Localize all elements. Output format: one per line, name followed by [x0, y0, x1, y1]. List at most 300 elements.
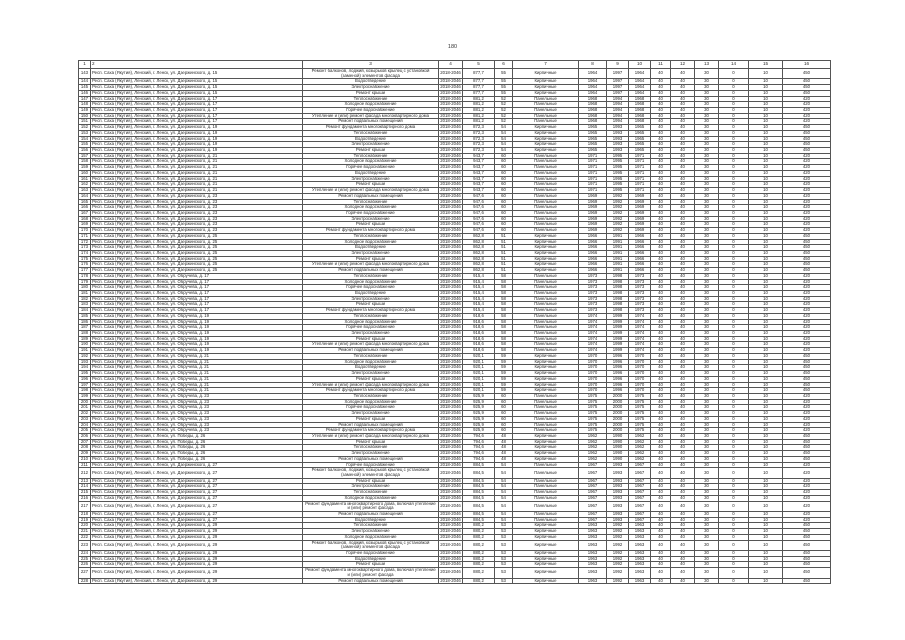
table-cell-col-10: 1970	[629, 359, 651, 365]
table-cell-col-8: 1968	[579, 113, 607, 119]
table-cell-col-9: 1998	[607, 285, 629, 291]
table-cell-col-2: Респ. Саха (Якутия), Ленский, г. Ленск, ул. Победы, д. 26	[91, 433, 303, 439]
table-cell-col-14: 0	[719, 188, 749, 194]
table-cell-col-1: 218	[79, 511, 91, 517]
table-cell-col-2: Респ. Саха (Якутия), Ленский, г. Ленск, ул. Обручева, д. 21	[91, 359, 303, 365]
table-cell-col-6: 54	[495, 130, 513, 136]
table-cell-col-15: 10	[749, 478, 783, 484]
table-cell-col-12: 40	[671, 501, 695, 511]
table-cell-col-3: Электроснабжение	[303, 411, 439, 417]
table-cell-col-9: 2000	[607, 416, 629, 422]
table-cell-col-4: 2018-2046	[440, 410, 461, 416]
table-cell-col-2: Респ. Саха (Якутия), Ленский, г. Ленск, ул. Дзержинского, д. 21	[91, 165, 303, 171]
table-cell-col-6: 52	[495, 96, 513, 102]
table-cell-col-15: 10	[749, 228, 783, 234]
table-cell-col-10: 1965	[629, 148, 651, 154]
table-cell-col-15: 10	[749, 285, 783, 291]
table-cell-col-1: 206	[79, 433, 91, 439]
table-cell-col-12: 40	[671, 90, 695, 96]
table-cell-col-15: 10	[749, 517, 783, 523]
table-cell-col-8: 1967	[579, 517, 607, 523]
table-cell-col-12: 40	[671, 296, 695, 302]
table-cell-col-5: 920,1	[463, 376, 495, 382]
table-cell-col-6: 53	[495, 562, 513, 568]
table-cell-col-3: Ремонт балконов, лоджий, козырьков крылец с установкой (заменой) элементов фасада	[303, 69, 439, 79]
table-cell-col-13: 30	[695, 556, 719, 562]
table-cell-col-5: 794,6	[463, 451, 495, 457]
table-cell-col-7: Панельные	[513, 462, 579, 468]
table-cell-col-5: 872,3	[463, 125, 495, 131]
table-cell-col-5: 918,6	[463, 319, 495, 325]
table-cell-col-5: 880,2	[463, 550, 495, 556]
table-cell-col-12: 40	[671, 79, 695, 85]
table-cell-col-9: 1992	[607, 210, 629, 216]
table-cell-col-3: Электроснабжение	[303, 296, 439, 302]
table-cell-col-4: 2018-2046	[440, 561, 461, 567]
table-cell-col-15: 10	[749, 176, 783, 182]
table-cell-col-13: 30	[695, 199, 719, 205]
table-cell-col-7: Кирпичные	[513, 268, 579, 274]
table-cell-col-11: 40	[651, 285, 671, 291]
table-cell-col-15: 10	[749, 233, 783, 239]
table-cell-col-5: 880,2	[463, 562, 495, 568]
table-cell-col-3: Горячее водоснабжение	[303, 285, 439, 291]
table-cell-col-11: 40	[651, 176, 671, 182]
table-cell-col-9: 1995	[607, 182, 629, 188]
table-cell-col-3: Холодное водоснабжение	[303, 399, 439, 405]
table-cell-col-16: 420	[783, 119, 831, 125]
table-cell-col-8: 1967	[579, 468, 607, 478]
table-cell-col-11: 40	[651, 256, 671, 262]
table-cell-col-1: 183	[79, 302, 91, 308]
table-cell-col-1: 157	[79, 153, 91, 159]
table-cell-col-7: Кирпичные	[513, 245, 579, 251]
table-cell-col-11: 40	[651, 325, 671, 331]
table-cell-col-15: 10	[749, 451, 783, 457]
table-cell-col-4: 2018-2046	[440, 399, 461, 404]
table-cell-col-7: Панельные	[513, 342, 579, 348]
table-cell-col-4: 2018-2046	[440, 522, 461, 528]
table-cell-col-13: 30	[695, 416, 719, 422]
table-cell-col-13: 30	[695, 534, 719, 540]
table-cell-col-9: 1993	[607, 125, 629, 131]
table-cell-col-8: 1962	[579, 445, 607, 451]
table-cell-col-11: 40	[651, 96, 671, 102]
table-cell-col-10: 1967	[629, 478, 651, 484]
table-cell-col-3: Электроснабжение	[303, 331, 439, 337]
table-row	[79, 69, 831, 79]
table-cell-col-13: 30	[695, 462, 719, 468]
table-cell-col-13: 30	[695, 478, 719, 484]
table-cell-col-7: Панельные	[513, 296, 579, 302]
table-cell-col-10: 1963	[629, 550, 651, 556]
table-cell-col-16: 450	[783, 85, 831, 91]
table-cell-col-1: 201	[79, 405, 91, 411]
table-cell-col-8: 1969	[579, 199, 607, 205]
table-cell-col-15: 10	[749, 296, 783, 302]
table-cell-col-1: 159	[79, 165, 91, 171]
table-cell-col-6: 60	[495, 416, 513, 422]
table-cell-col-6: 51	[495, 233, 513, 239]
table-cell-col-6: 53	[495, 568, 513, 578]
table-cell-col-4: 2018-2046	[440, 330, 461, 336]
table-cell-col-16: 420	[783, 222, 831, 228]
table-cell-col-2: Респ. Саха (Якутия), Ленский, г. Ленск, ул. Обручева, д. 19	[91, 336, 303, 342]
table-cell-col-14: 0	[719, 193, 749, 199]
table-cell-col-4: 2018-2046	[440, 256, 461, 261]
table-cell-col-11: 40	[651, 239, 671, 245]
table-cell-col-11: 40	[651, 416, 671, 422]
table-cell-col-11: 40	[651, 393, 671, 399]
table-cell-col-10: 1969	[629, 216, 651, 222]
table-cell-col-13: 30	[695, 90, 719, 96]
table-cell-col-10: 1966	[629, 233, 651, 239]
table-cell-col-11: 40	[651, 273, 671, 279]
table-cell-col-14: 0	[719, 376, 749, 382]
table-cell-col-2: Респ. Саха (Якутия), Ленский, г. Ленск, ул. Дзержинского, д. 19	[91, 142, 303, 148]
table-cell-col-9: 1996	[607, 376, 629, 382]
table-cell-col-6: 54	[495, 484, 513, 490]
table-cell-col-1: 213	[79, 478, 91, 484]
table-cell-col-7: Панельные	[513, 331, 579, 337]
table-cell-col-5: 884,5	[463, 490, 495, 496]
table-cell-col-8: 1969	[579, 228, 607, 234]
table-cell-col-12: 40	[671, 490, 695, 496]
table-cell-col-1: 195	[79, 371, 91, 377]
table-cell-col-10: 1964	[629, 85, 651, 91]
table-cell-col-16: 420	[783, 399, 831, 405]
table-cell-col-9: 1997	[607, 90, 629, 96]
table-cell-col-2: Респ. Саха (Якутия), Ленский, г. Ленск, ул. Дзержинского, д. 17	[91, 96, 303, 102]
table-cell-col-5: 943,7	[463, 170, 495, 176]
table-cell-col-3: Ремонт крыши	[303, 562, 439, 568]
column-number-header: 8	[579, 61, 607, 69]
table-cell-col-15: 10	[749, 188, 783, 194]
table-cell-col-6: 53	[495, 578, 513, 584]
table-cell-col-12: 40	[671, 193, 695, 199]
table-cell-col-15: 10	[749, 495, 783, 501]
table-cell-col-12: 40	[671, 578, 695, 584]
table-cell-col-12: 40	[671, 170, 695, 176]
table-cell-col-15: 10	[749, 262, 783, 268]
table-cell-col-2: Респ. Саха (Якутия), Ленский, г. Ленск, ул. Обручева, д. 21	[91, 371, 303, 377]
table-cell-col-5: 925,9	[463, 428, 495, 434]
table-cell-col-2: Респ. Саха (Якутия), Ленский, г. Ленск, ул. Обручева, д. 23	[91, 399, 303, 405]
table-cell-col-2: Респ. Саха (Якутия), Ленский, г. Ленск, ул. Дзержинского, д. 23	[91, 228, 303, 234]
table-cell-col-11: 40	[651, 382, 671, 388]
table-cell-col-14: 0	[719, 523, 749, 529]
table-cell-col-8: 1975	[579, 393, 607, 399]
table-cell-col-14: 0	[719, 102, 749, 108]
table-cell-col-10: 1974	[629, 336, 651, 342]
table-cell-col-12: 40	[671, 165, 695, 171]
table-cell-col-13: 30	[695, 399, 719, 405]
table-cell-col-16: 450	[783, 562, 831, 568]
table-cell-col-2: Респ. Саха (Якутия), Ленский, г. Ленск, ул. Обручева, д. 19	[91, 331, 303, 337]
table-cell-col-2: Респ. Саха (Якутия), Ленский, г. Ленск, ул. Обручева, д. 23	[91, 393, 303, 399]
table-cell-col-12: 40	[671, 393, 695, 399]
table-cell-col-6: 48	[495, 445, 513, 451]
table-cell-col-13: 30	[695, 279, 719, 285]
table-cell-col-6: 51	[495, 256, 513, 262]
table-cell-col-9: 1996	[607, 365, 629, 371]
table-cell-col-13: 30	[695, 517, 719, 523]
table-cell-col-10: 1969	[629, 205, 651, 211]
table-cell-col-14: 0	[719, 428, 749, 434]
table-cell-col-1: 154	[79, 136, 91, 142]
table-cell-col-12: 40	[671, 439, 695, 445]
table-cell-col-6: 52	[495, 102, 513, 108]
table-cell-col-12: 40	[671, 331, 695, 337]
table-cell-col-13: 30	[695, 159, 719, 165]
table-cell-col-16: 420	[783, 102, 831, 108]
table-cell-col-2: Респ. Саха (Якутия), Ленский, г. Ленск, ул. Дзержинского, д. 29	[91, 523, 303, 529]
table-cell-col-13: 30	[695, 268, 719, 274]
table-cell-col-2: Респ. Саха (Якутия), Ленский, г. Ленск, ул. Победы, д. 26	[91, 445, 303, 451]
table-cell-col-5: 943,7	[463, 176, 495, 182]
table-cell-col-12: 40	[671, 348, 695, 354]
table-cell-col-16: 450	[783, 445, 831, 451]
table-cell-col-5: 880,2	[463, 578, 495, 584]
table-cell-col-7: Панельные	[513, 176, 579, 182]
table-cell-col-12: 40	[671, 405, 695, 411]
table-cell-col-4: 2018-2046	[440, 517, 461, 522]
table-cell-col-9: 1993	[607, 468, 629, 478]
table-cell-col-11: 40	[651, 422, 671, 428]
table-cell-col-1: 161	[79, 176, 91, 182]
table-cell-col-2: Респ. Саха (Якутия), Ленский, г. Ленск, ул. Обручева, д. 19	[91, 319, 303, 325]
table-cell-col-11: 40	[651, 405, 671, 411]
table-cell-col-3: Ремонт фундамента многоквартирного дома	[303, 388, 439, 394]
table-cell-col-2: Респ. Саха (Якутия), Ленский, г. Ленск, ул. Дзержинского, д. 15	[91, 90, 303, 96]
table-cell-col-14: 0	[719, 148, 749, 154]
table-cell-col-1: 214	[79, 484, 91, 490]
table-cell-col-11: 40	[651, 165, 671, 171]
table-cell-col-15: 10	[749, 529, 783, 535]
table-cell-col-9: 1998	[607, 291, 629, 297]
table-cell-col-11: 40	[651, 119, 671, 125]
table-cell-col-9: 1997	[607, 79, 629, 85]
table-cell-col-6: 58	[495, 331, 513, 337]
table-cell-col-11: 40	[651, 268, 671, 274]
table-cell-col-6: 54	[495, 478, 513, 484]
table-cell-col-7: Панельные	[513, 478, 579, 484]
table-cell-col-15: 10	[749, 445, 783, 451]
table-cell-col-1: 219	[79, 517, 91, 523]
table-cell-col-1: 187	[79, 325, 91, 331]
table-cell-col-14: 0	[719, 534, 749, 540]
table-cell-col-4: 2018-2046	[440, 136, 461, 141]
table-cell-col-2: Респ. Саха (Якутия), Ленский, г. Ленск, ул. Дзержинского, д. 29	[91, 562, 303, 568]
table-cell-col-2: Респ. Саха (Якутия), Ленский, г. Ленск, ул. Обручева, д. 17	[91, 273, 303, 279]
table-cell-col-4: 2018-2046	[440, 450, 461, 456]
table-cell-col-7: Панельные	[513, 96, 579, 102]
table-cell-col-2: Респ. Саха (Якутия), Ленский, г. Ленск, ул. Обручева, д. 17	[91, 285, 303, 291]
table-cell-col-3: Электроснабжение	[303, 484, 439, 490]
table-cell-col-3: Водоотведение	[303, 556, 439, 562]
table-cell-col-12: 40	[671, 153, 695, 159]
table-cell-col-1: 209	[79, 451, 91, 457]
table-cell-col-12: 40	[671, 416, 695, 422]
table-cell-col-10: 1969	[629, 228, 651, 234]
table-cell-col-16: 420	[783, 393, 831, 399]
table-cell-col-12: 40	[671, 382, 695, 388]
table-cell-col-4: 2018-2046	[440, 404, 461, 410]
table-cell-col-1: 192	[79, 353, 91, 359]
table-row	[79, 578, 831, 584]
table-cell-col-14: 0	[719, 69, 749, 79]
column-number-header: 7	[513, 61, 579, 69]
column-number-header: 13	[695, 61, 719, 69]
table-cell-col-13: 30	[695, 540, 719, 550]
table-cell-col-5: 915,4	[463, 308, 495, 314]
table-cell-col-9: 1995	[607, 176, 629, 182]
table-cell-col-10: 1973	[629, 308, 651, 314]
table-cell-col-7: Кирпичные	[513, 376, 579, 382]
table-cell-col-14: 0	[719, 336, 749, 342]
table-cell-col-15: 10	[749, 291, 783, 297]
table-cell-col-14: 0	[719, 371, 749, 377]
table-cell-col-13: 30	[695, 342, 719, 348]
table-cell-col-3: Водоотведение	[303, 291, 439, 297]
table-cell-col-3: Электроснабжение	[303, 216, 439, 222]
table-cell-col-9: 1992	[607, 568, 629, 578]
table-cell-col-14: 0	[719, 495, 749, 501]
table-cell-col-8: 1970	[579, 353, 607, 359]
table-cell-col-11: 40	[651, 445, 671, 451]
table-cell-col-16: 420	[783, 462, 831, 468]
table-cell-col-15: 10	[749, 79, 783, 85]
table-cell-col-11: 40	[651, 484, 671, 490]
table-cell-col-10: 1964	[629, 90, 651, 96]
table-cell-col-14: 0	[719, 468, 749, 478]
table-cell-col-1: 224	[79, 550, 91, 556]
table-cell-col-12: 40	[671, 388, 695, 394]
table-cell-col-3: Теплоснабжение	[303, 233, 439, 239]
table-cell-col-11: 40	[651, 336, 671, 342]
table-cell-col-2: Респ. Саха (Якутия), Ленский, г. Ленск, ул. Дзержинского, д. 25	[91, 239, 303, 245]
table-cell-col-11: 40	[651, 188, 671, 194]
table-cell-col-6: 60	[495, 176, 513, 182]
table-cell-col-4: 2018-2046	[440, 147, 461, 153]
table-cell-col-3: Утепление и (или) ремонт фасада многоквартирного дома	[303, 382, 439, 388]
table-cell-col-9: 1998	[607, 308, 629, 314]
table-cell-col-10: 1968	[629, 108, 651, 114]
table-cell-col-4: 2018-2046	[439, 69, 463, 79]
table-cell-col-9: 1990	[607, 439, 629, 445]
table-cell-col-9: 1992	[607, 562, 629, 568]
table-cell-col-2: Респ. Саха (Якутия), Ленский, г. Ленск, ул. Обручева, д. 17	[91, 279, 303, 285]
table-cell-col-13: 30	[695, 495, 719, 501]
table-cell-col-13: 30	[695, 188, 719, 194]
table-cell-col-10: 1973	[629, 291, 651, 297]
table-cell-col-5: 862,8	[463, 250, 495, 256]
column-number-header: 15	[749, 61, 783, 69]
table-cell-col-13: 30	[695, 102, 719, 108]
table-cell-col-1: 179	[79, 279, 91, 285]
table-cell-col-5: 877,7	[463, 79, 495, 85]
table-cell-col-1: 173	[79, 245, 91, 251]
table-cell-col-13: 30	[695, 313, 719, 319]
table-cell-col-2: Респ. Саха (Якутия), Ленский, г. Ленск, ул. Обручева, д. 21	[91, 353, 303, 359]
table-cell-col-6: 58	[495, 319, 513, 325]
table-cell-col-12: 40	[671, 529, 695, 535]
table-cell-col-1: 199	[79, 393, 91, 399]
table-cell-col-2: Респ. Саха (Якутия), Ленский, г. Ленск, ул. Победы, д. 26	[91, 451, 303, 457]
table-cell-col-10: 1968	[629, 119, 651, 125]
table-cell-col-14: 0	[719, 285, 749, 291]
table-cell-col-14: 0	[719, 125, 749, 131]
table-cell-col-1: 207	[79, 439, 91, 445]
table-cell-col-16: 450	[783, 262, 831, 268]
table-cell-col-4: 2018-2046	[440, 284, 461, 290]
table-cell-col-14: 0	[719, 478, 749, 484]
table-cell-col-2: Респ. Саха (Якутия), Ленский, г. Ленск, ул. Обручева, д. 23	[91, 428, 303, 434]
table-cell-col-13: 30	[695, 108, 719, 114]
table-cell-col-5: 943,7	[463, 165, 495, 171]
table-cell-col-16: 420	[783, 159, 831, 165]
table-cell-col-7: Панельные	[513, 291, 579, 297]
table-cell-col-14: 0	[719, 342, 749, 348]
table-cell-col-9: 1992	[607, 228, 629, 234]
table-cell-col-5: 918,6	[463, 336, 495, 342]
table-cell-col-16: 420	[783, 205, 831, 211]
table-cell-col-13: 30	[695, 273, 719, 279]
table-cell-col-8: 1975	[579, 411, 607, 417]
table-cell-col-2: Респ. Саха (Якутия), Ленский, г. Ленск, ул. Обручева, д. 23	[91, 411, 303, 417]
table-cell-col-3: Ремонт фундамента многоквартирного дома, включая утепление и (или) ремонт фасада	[303, 568, 439, 578]
table-cell-col-14: 0	[719, 245, 749, 251]
table-row	[79, 468, 831, 478]
table-cell-col-6: 60	[495, 393, 513, 399]
table-cell-col-14: 0	[719, 399, 749, 405]
table-cell-col-16: 450	[783, 556, 831, 562]
table-cell-col-6: 55	[495, 90, 513, 96]
table-cell-col-16: 420	[783, 188, 831, 194]
table-cell-col-10: 1971	[629, 153, 651, 159]
table-cell-col-10: 1966	[629, 239, 651, 245]
table-cell-col-2: Респ. Саха (Якутия), Ленский, г. Ленск, ул. Дзержинского, д. 27	[91, 511, 303, 517]
table-cell-col-15: 10	[749, 556, 783, 562]
table-cell-col-9: 1993	[607, 142, 629, 148]
table-cell-col-1: 193	[79, 359, 91, 365]
table-cell-col-16: 420	[783, 216, 831, 222]
table-cell-col-13: 30	[695, 422, 719, 428]
table-cell-col-6: 55	[495, 79, 513, 85]
table-cell-col-10: 1969	[629, 210, 651, 216]
table-cell-col-9: 2000	[607, 411, 629, 417]
table-cell-col-13: 30	[695, 319, 719, 325]
table-cell-col-5: 918,6	[463, 342, 495, 348]
table-cell-col-12: 40	[671, 433, 695, 439]
table-cell-col-14: 0	[719, 365, 749, 371]
table-cell-col-6: 53	[495, 529, 513, 535]
table-cell-col-9: 1996	[607, 359, 629, 365]
table-cell-col-9: 2000	[607, 405, 629, 411]
table-cell-col-1: 168	[79, 216, 91, 222]
table-cell-col-4: 2018-2046	[440, 221, 461, 227]
table-cell-col-15: 10	[749, 511, 783, 517]
table-cell-col-5: 915,4	[463, 279, 495, 285]
table-cell-col-16: 450	[783, 439, 831, 445]
table-cell-col-7: Панельные	[513, 153, 579, 159]
table-cell-col-7: Кирпичные	[513, 85, 579, 91]
table-cell-col-5: 877,7	[463, 90, 495, 96]
table-cell-col-1: 171	[79, 233, 91, 239]
table-cell-col-1: 176	[79, 262, 91, 268]
table-cell-col-4: 2018-2046	[440, 296, 461, 301]
table-cell-col-13: 30	[695, 353, 719, 359]
